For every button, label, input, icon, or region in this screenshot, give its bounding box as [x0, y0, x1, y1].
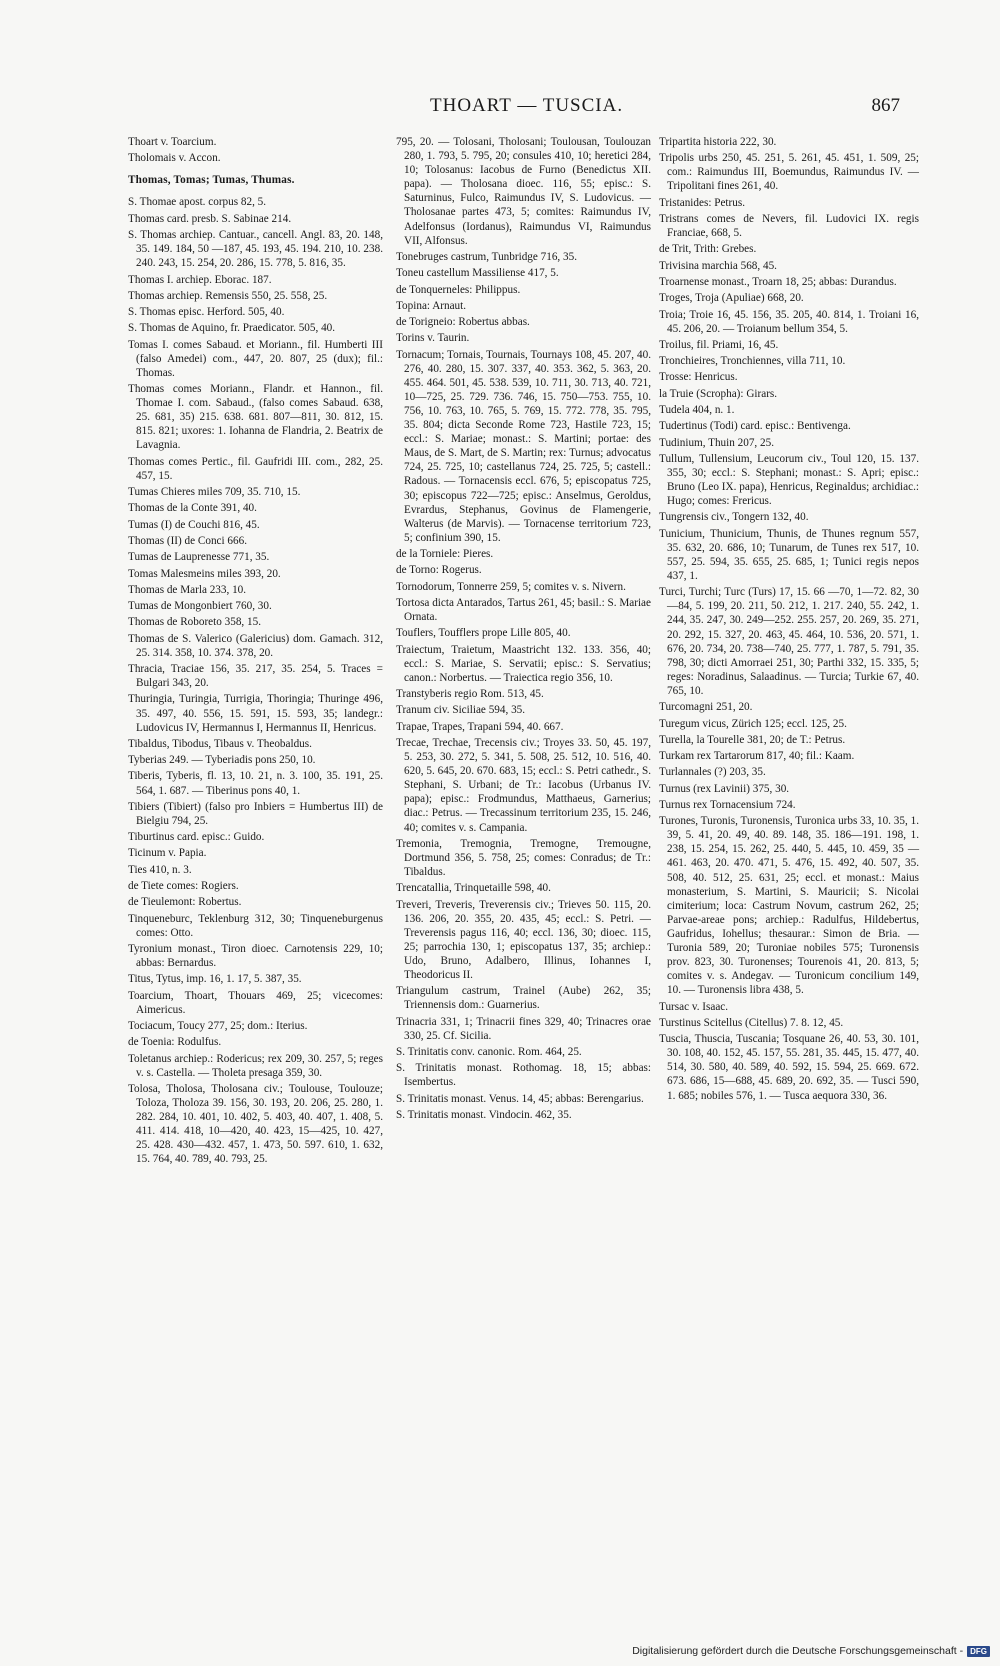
index-entry: Troarnense monast., Troarn 18, 25; abbas: Durandus. [659, 275, 897, 288]
index-entry: de Toenia: Rodulfus. [128, 1036, 222, 1049]
index-entry: Triangulum castrum, Trainel (Aube) 262, 35; Triennensis dom.: Guarnerius. [396, 985, 651, 1012]
index-entry: Thomas de Roboreto 358, 15. [128, 616, 261, 629]
index-entry: Tibiers (Tibiert) (falso pro Inbiers = Humbertus III) de Bielgiu 794, 25. [128, 800, 383, 827]
index-entry: de la Torniele: Pieres. [396, 548, 494, 561]
index-entry: Tungrensis civ., Tongern 132, 40. [659, 511, 809, 524]
index-entry: Tomas Malesmeins miles 393, 20. [128, 567, 281, 580]
index-entry: Troia; Troie 16, 45. 156, 35. 205, 40. 814, 1. Troiani 16, 45. 206, 20. — Troianum bellum 354, 5. [659, 308, 919, 335]
index-entry: S. Trinitatis conv. canonic. Rom. 464, 25. [396, 1046, 582, 1059]
index-entry: Topina: Arnaut. [396, 299, 467, 312]
index-entry: Tripolis urbs 250, 45. 251, 5. 261, 45. 451, 1. 509, 25; com.: Raimundus III, Boemundus, Raimundus IV. — Tripolitani fines 261, 40. [659, 152, 919, 193]
index-column-3 [659, 135, 919, 1105]
index-entry: Tudela 404, n. 1. [659, 404, 735, 417]
index-entry: Turones, Turonis, Turonensis, Turonica urbs 33, 10. 35, 1. 39, 5. 41, 20. 49, 40. 89. 148, 35. 186—191. 198, 1. 238, 15. 254, 15. 262, 25. 440, 5. 445, 10. 459, 35 —461. 463, 20. 470. 471, 5. 476, 15. 492, 40. 507, 35. 508, 40. 512, 25. 631, 25; eccl. et monast.: Maius monasterium, S. Martini, S. Mauricii; S. Nicolai cimiterium; loca: Castrum Novum, castrum 262, 25; Parvae-areae pons; archiep.: Radulfus, Hildebertus, Gaufridus, Iohellus; thesaurar.: Simon de Bria. — Turonia 589, 20; Turoniae nobiles 575; Turonensis prov. 823, 30. Turonenses; Tourenois 41, 20. 813, 5; comites v. s. Andegav. — Turonicum concilium 149, 10. — Turonensis libra 438, 5. [659, 815, 919, 997]
index-entry: Turnus (rex Lavinii) 375, 30. [659, 782, 790, 795]
index-entry: de Tieulemont: Robertus. [128, 896, 242, 909]
index-entry: Tyberias 249. — Tyberiadis pons 250, 10. [128, 754, 316, 767]
index-entry: 795, 20. — Tolosani, Tholosani; Toulousan, Toulouzan 280, 1. 793, 5. 795, 20; consules 410, 10; heretici 284, 10; Tolosanus: Iacobus de Furno (Benedictus XII. papa). — Tholosana dioec. 116, 55; episc.: S. Saturninus, Fulco, Raimundus IV, S. Ludovicus. — Tholosanae partes 473, 5; comites: Raimundus IV, Adelfonsus (Iordanus), Raimundus VI, Raimundus VII, Alfonsus. [396, 136, 651, 247]
index-entry: Trecae, Trechae, Trecensis civ.; Troyes 33. 50, 45. 197, 5. 253, 30. 272, 5. 341, 5. 508, 25. 512, 10. 516, 40. 620, 5. 645, 20. 670. 683, 15; eccl.: S. Petri cathedr., S. Stephani, S. Urbani; de Tr.: Iacobus (Urbanus IV. papa); episc.: Frodmundus, Matthaeus, Garnerius; diac.: Petrus. — Trecassinum territorium 235, 15. 246, 40; comites v. s. Campania. [396, 736, 651, 834]
index-entry: Toarcium, Thoart, Thouars 469, 25; vicecomes: Aimericus. [128, 989, 383, 1016]
page-number: 867 [871, 95, 900, 116]
index-entry: de Torigneio: Robertus abbas. [396, 316, 530, 329]
index-column-2 [396, 135, 651, 1124]
index-entry: Thracia, Traciae 156, 35. 217, 35. 254, 5. Traces = Bulgari 343, 20. [128, 663, 383, 690]
index-entry: Tumas Chieres miles 709, 35. 710, 15. [128, 486, 301, 499]
index-entry: Tripartita historia 222, 30. [659, 136, 777, 148]
index-entry: Thomas (II) de Conci 666. [128, 534, 247, 547]
index-entry: de Trit, Trith: Grebes. [659, 243, 757, 256]
index-entry: Troges, Troja (Apuliae) 668, 20. [659, 292, 804, 305]
index-column-1 [128, 135, 383, 1169]
index-entry: Touflers, Toufflers prope Lille 805, 40. [396, 627, 571, 640]
index-entry: Tortosa dicta Antarados, Tartus 261, 45; basil.: S. Mariae Ornata. [396, 596, 651, 624]
index-entry: S. Thomas archiep. Cantuar., cancell. Angl. 83, 20. 148, 35. 149. 184, 50 —187, 45. 193, 45. 194. 210, 10. 238. 240. 243, 15. 254, 20. 286, 15. 778, 5. 816, 35. [128, 229, 383, 270]
index-entry: Tiburtinus card. episc.: Guido. [128, 831, 265, 844]
index-entry: S. Trinitatis monast. Venus. 14, 45; abbas: Berengarius. [396, 1092, 644, 1105]
index-entry: Trinacria 331, 1; Trinacrii fines 329, 40; Trinacres orae 330, 25. Cf. Sicilia. [396, 1015, 651, 1042]
index-entry: S. Thomas episc. Herford. 505, 40. [128, 306, 285, 319]
index-entry: Tolosa, Tholosa, Tholosana civ.; Toulouse, Toulouze; Toloza, Tholoza 39. 156, 30. 193, 20. 206, 25. 280, 1. 282. 284, 10. 401, 10. 402, 5. 403, 40. 407, 1. 408, 5. 411. 414. 418, 10—420, 40. 423, 15—425, 10. 427, 25. 428. 430—432. 457, 1. 473, 50. 597. 610, 1. 632, 15. 764, 40. 789, 40. 793, 25. [128, 1082, 383, 1166]
index-entry: Tunicium, Thunicium, Thunis, de Thunes regnum 557, 35. 632, 20. 686, 10; Tunarum, de Tunes rex 517, 10. 557, 25. 594, 35. 655, 25. 685, 1; Tunici regis nepos 437, 1. [659, 527, 919, 582]
index-entry: Thomas de Marla 233, 10. [128, 583, 247, 596]
index-entry: Tumas (I) de Couchi 816, 45. [128, 518, 260, 531]
index-entry: Thoart v. Toarcium. [128, 136, 217, 148]
footer-credit: Digitalisierung gefördert durch die Deutsche Forschungsgemeinschaft - [632, 1645, 964, 1657]
index-entry: Tronchieires, Tronchiennes, villa 711, 10. [659, 355, 846, 368]
index-entry: S. Thomae apost. corpus 82, 5. [128, 196, 267, 209]
index-entry: Thomas I. archiep. Eborac. 187. [128, 273, 272, 286]
index-entry: Titus, Tytus, imp. 16, 1. 17, 5. 387, 35. [128, 973, 302, 986]
index-entry: Transtyberis regio Rom. 513, 45. [396, 688, 544, 701]
index-entry: Tornodorum, Tonnerre 259, 5; comites v. s. Nivern. [396, 580, 626, 593]
index-entry: Tinqueneburc, Teklenburg 312, 30; Tinqueneburgenus comes: Otto. [128, 912, 383, 939]
running-title: THOART — TUSCIA. [430, 95, 624, 116]
index-entry: Thomas de S. Valerico (Galericius) dom. Gamach. 312, 25. 314. 358, 10. 374. 378, 20. [128, 632, 383, 659]
index-entry: Toneu castellum Massiliense 417, 5. [396, 267, 559, 280]
index-entry: Troilus, fil. Priami, 16, 45. [659, 338, 779, 351]
index-entry: Tristanides: Petrus. [659, 196, 745, 209]
index-entry: Tomas I. comes Sabaud. et Moriann., fil. Humberti III (falso Amedei) com., 447, 20. 807, 25 (dux); fil.: Thomas. [128, 338, 383, 379]
index-entry: Tudertinus (Todi) card. episc.: Bentivenga. [659, 420, 851, 433]
index-entry: Torins v. Taurin. [396, 332, 470, 345]
index-entry: Tholomais v. Accon. [128, 152, 221, 165]
index-entry: Tumas de Lauprenesse 771, 35. [128, 551, 270, 564]
index-entry: Turstinus Scitellus (Citellus) 7. 8. 12, 45. [659, 1016, 844, 1029]
index-entry: S. Trinitatis monast. Vindocin. 462, 35. [396, 1108, 572, 1121]
index-entry: Turci, Turchi; Turc (Turs) 17, 15. 66 —70, 1—72. 82, 30—84, 5. 199, 20. 211, 50. 212, 1. 217. 240, 55. 242, 1. 244, 35. 247, 30. 249—252. 255. 257, 20. 269, 35. 271, 20. 292, 15. 327, 20. 463, 45. 464, 10. 536, 20. 571, 1. 676, 20. 734, 20. 738—740, 25. 777, 1. 787, 5. 791, 35. 798, 30; dicti Amorraei 251, 30; Parthi 332, 15. 335, 5; reges: Noradinus, Salaadinus. — Turcia; Turkie 67, 40. 765, 10. [659, 586, 919, 697]
index-entry: de Torno: Rogerus. [396, 564, 482, 577]
index-entry: Tiberis, Tyberis, fl. 13, 10. 21, n. 3. 100, 35. 191, 25. 564, 1. 687. — Tiberinus pons 40, 1. [128, 770, 383, 797]
index-entry: Thomas de la Conte 391, 40. [128, 502, 257, 515]
index-entry: S. Trinitatis monast. Rothomag. 18, 15; abbas: Isembertus. [396, 1062, 651, 1089]
index-entry: Ticinum v. Papia. [128, 847, 207, 860]
index-entry: Trapae, Trapes, Trapani 594, 40. 667. [396, 720, 564, 733]
index-entry: Thomas comes Pertic., fil. Gaufridi III. com., 282, 25. 457, 15. [128, 455, 383, 482]
index-entry: Thomas, Tomas; Tumas, Thumas. [128, 174, 295, 187]
index-entry: Tibaldus, Tibodus, Tibaus v. Theobaldus. [128, 737, 312, 750]
index-entry: Thuringia, Turingia, Turrigia, Thoringia; Thuringe 496, 35. 497, 40. 556, 15. 591, 15. 593, 35; landegr.: Ludovicus IV, Hermannus I, Hermannus II, Henricus. [128, 693, 383, 734]
index-entry: Trosse: Henricus. [659, 371, 738, 384]
index-entry: Thomas comes Moriann., Flandr. et Hannon., fil. Thomae I. com. Sabaud., (falso comes Sabaud. 638, 25. 681, 35) 215. 638. 681. 807—811, 30. 812, 15. 815. 821; uxores: 1. Iohanna de Flandria, 2. Beatrix de Lavagnia. [128, 383, 383, 452]
index-entry: Tuscia, Thuscia, Tuscania; Tosquane 26, 40. 53, 30. 101, 30. 108, 40. 152, 45. 157, 55. 281, 35. 445, 15. 477, 40. 514, 30. 580, 40. 589, 40. 592, 15. 594, 25. 669. 672. 673. 686, 15—688, 45. 689, 20. 692, 35. — Tusci 590, 1. 685; nobiles 576, 1. — Tusca aequora 330, 36. [659, 1033, 919, 1102]
index-entry: Turcomagni 251, 20. [659, 701, 753, 714]
index-entry: Traiectum, Traietum, Maastricht 132. 133. 356, 40; eccl.: S. Mariae, S. Servatii; episc.: S. Servatius; canon.: Norbertus. — Traiectica regio 356, 10. [396, 643, 651, 684]
dfg-logo: DFG [967, 1646, 990, 1657]
index-entry: Tornacum; Tornais, Tournais, Tournays 108, 45. 207, 40. 276, 40. 280, 15. 307. 337, 40. 353. 362, 5. 363, 20. 455. 464. 501, 45. 538. 539, 10. 711, 30. 713, 40. 721, 10—725, 25. 729. 736. 746, 15. 750—753. 755, 10. 756, 10. 763, 10. 765, 5. 769, 15. 772. 778, 35. 795, 35. 804; dicta Seconde Rome 723, Hastile 723, 15; eccl.: S. Mariae; monast.: S. Martini; portae: des Maus, de S. Mart, de S. Martin; rex: Turnus; advocatus 724, 25. 725, 10; castellanus 724, 25. 725, 5; castell.: Radous. — Tornacensis eccl. 676, 5; episcopatus 725, 30; episcopus 722—725; episc.: Anselmus, Geroldus, Evrardus, Stephanus, Govinus de Flamengerie, Walterus (de Marvis). — Tornacense territorium 723, 5; confinium 390, 15. [396, 348, 651, 544]
index-entry: Tumas de Mongonbiert 760, 30. [128, 600, 272, 613]
index-entry: Turkam rex Tartarorum 817, 40; fil.: Kaam. [659, 750, 855, 763]
digitization-footer [632, 1644, 990, 1658]
index-entry: Tyronium monast., Tiron dioec. Carnotensis 229, 10; abbas: Bernardus. [128, 942, 383, 970]
index-entry: Tremonia, Tremognia, Tremogne, Tremougne, Dortmund 356, 5. 758, 25; comes: Conradus; de Tr.: Tibaldus. [396, 837, 651, 878]
index-entry: Tociacum, Toucy 277, 25; dom.: Iterius. [128, 1020, 308, 1032]
index-entry: Turnus rex Tornacensium 724. [659, 798, 796, 811]
index-entry: Thomas archiep. Remensis 550, 25. 558, 25. [128, 289, 328, 302]
index-entry: Thomas card. presb. S. Sabinae 214. [128, 212, 292, 225]
index-entry: Tursac v. Isaac. [659, 1000, 729, 1013]
index-entry: Tonebruges castrum, Tunbridge 716, 35. [396, 250, 577, 263]
index-entry: Ties 410, n. 3. [128, 863, 192, 876]
index-entry: Treveri, Treveris, Treverensis civ.; Trieves 50. 115, 20. 136. 206, 20. 355, 20. 435, 45; eccl.: S. Petri. — Treverensis pagus 116, 40; eccl. 136, 30; dioec. 115, 25; parrochia 130, 1; episcopatus 137, 35; archiep.: Udo, Bruno, Adalbero, Illinus, Iohannes I, Theodoricus II. [396, 898, 651, 981]
index-entry: Turella, la Tourelle 381, 20; de T.: Petrus. [659, 733, 846, 746]
index-entry: de Tonquerneles: Philippus. [396, 283, 521, 296]
index-entry: de Tiete comes: Rogiers. [128, 880, 239, 893]
index-entry: S. Thomas de Aquino, fr. Praedicator. 505, 40. [128, 322, 336, 335]
index-entry: Turlannales (?) 203, 35. [659, 766, 766, 779]
index-entry: Tranum civ. Siciliae 594, 35. [396, 704, 526, 717]
index-entry: Trivisina marchia 568, 45. [659, 259, 777, 272]
index-entry: Tullum, Tullensium, Leucorum civ., Toul 120, 15. 137. 355, 30; eccl.: S. Stephani; monast.: S. Apri; episc.: Bruno (Leo IX. papa), Henricus, Reginaldus; archidiac.: Hugo; comes: Frericus. [659, 452, 919, 508]
index-entry: Trencatallia, Trinquetaille 598, 40. [396, 882, 551, 895]
index-entry: la Truie (Scropha): Girars. [659, 387, 778, 400]
index-entry: Turegum vicus, Zürich 125; eccl. 125, 25. [659, 717, 847, 730]
index-entry: Toletanus archiep.: Rodericus; rex 209, 30. 257, 5; reges v. s. Castella. — Tholeta presaga 359, 30. [128, 1052, 383, 1079]
index-entry: Tristrans comes de Nevers, fil. Ludovici IX. regis Franciae, 668, 5. [659, 213, 919, 240]
index-entry: Tudinium, Thuin 207, 25. [659, 436, 775, 449]
